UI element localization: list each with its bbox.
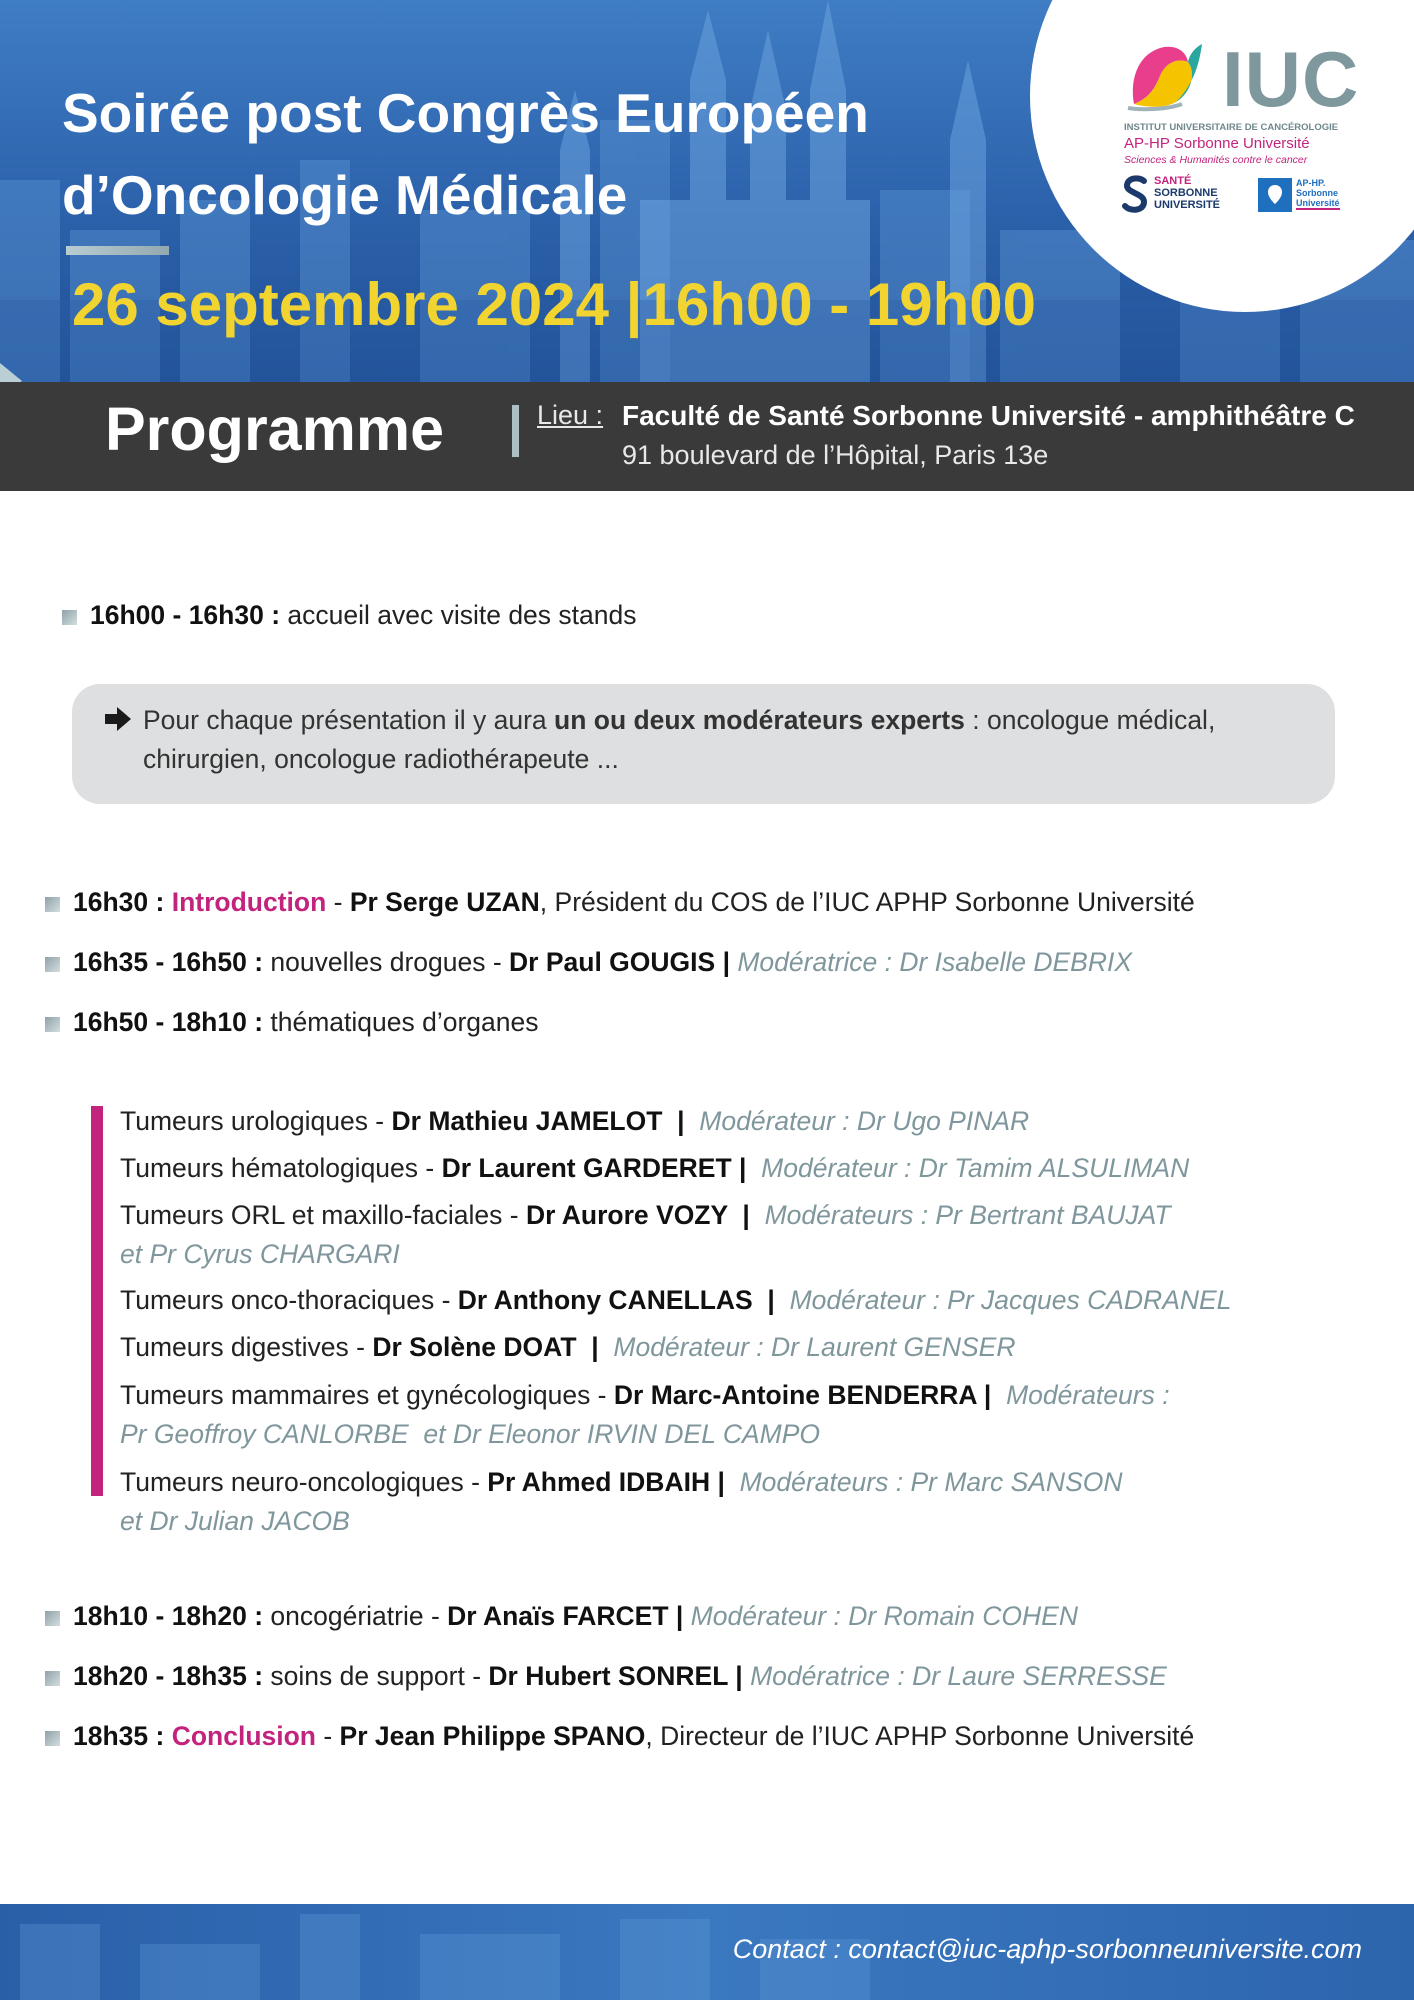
agenda-item-soins-support: 18h20 - 18h35 : soins de support - Dr Hubert SONREL | Modératrice : Dr Laure SERRESSE [73, 1661, 1167, 1691]
agenda-item-accueil: 16h00 - 16h30 : accueil avec visite des stands [90, 600, 637, 630]
agenda-item-oncogeriatrie: 18h10 - 18h20 : oncogériatrie - Dr Anaïs FARCET | Modérateur : Dr Romain COHEN [73, 1601, 1078, 1631]
bullet-square-icon [45, 1671, 60, 1686]
logo-tagline: Sciences & Humanités contre le cancer [1124, 154, 1308, 166]
aphp-small-2: Sorbonne [1296, 188, 1338, 198]
organ-session-onco-thoraciques: Tumeurs onco-thoraciques - Dr Anthony CANELLAS | Modérateur : Pr Jacques CADRANEL [120, 1285, 1232, 1315]
iuc-wordmark: IUC [1222, 35, 1360, 123]
organ-session-urologiques: Tumeurs urologiques - Dr Mathieu JAMELOT | Modérateur : Dr Ugo PINAR [120, 1106, 1030, 1136]
organ-session-digestives: Tumeurs digestives - Dr Solène DOAT | Modérateur : Dr Laurent GENSER [120, 1332, 1016, 1362]
sante-word: SANTÉ [1154, 175, 1192, 187]
bullet-square-icon [45, 957, 60, 972]
aphp-shield-icon [1258, 178, 1292, 212]
sante-sorbonne-logo [1122, 173, 1232, 215]
agenda-item-thematiques-organes: 16h50 - 18h10 : thématiques d’organes [73, 1007, 539, 1037]
agenda-item-conclusion: 18h35 : Conclusion - Pr Jean Philippe SPANO, Directeur de l’IUC APHP Sorbonne Université [73, 1721, 1195, 1751]
bullet-square-icon [45, 1017, 60, 1032]
sorbonne-s-icon [1122, 175, 1150, 213]
aphp-small-3: Université [1296, 198, 1340, 208]
bullet-square-icon [45, 1731, 60, 1746]
title-underline [66, 246, 169, 255]
bullet-square-icon [45, 897, 60, 912]
lieu-label: Lieu : [537, 400, 604, 430]
title-line-1: Soirée post Congrès Européen [62, 82, 869, 144]
organ-session-mammaires: Tumeurs mammaires et gynécologiques - Dr Marc-Antoine BENDERRA | Modérateurs : Pr Geoffroy CANLORBE et Dr Eleonor IRVIN DEL CAMPO [120, 1380, 1170, 1449]
iuc-emblem-icon [1126, 42, 1204, 112]
arrow-right-icon [103, 706, 133, 732]
iuc-logo [1122, 35, 1360, 218]
universite-word: UNIVERSITÉ [1154, 199, 1221, 211]
bullet-square-icon [62, 610, 77, 625]
moderators-note-text: Pour chaque présentation il y aura un ou deux modérateurs experts : oncologue médical, chirurgien, oncologue radiothérapeute ... [143, 705, 1216, 774]
aphp-sorbonne-logo [1258, 178, 1348, 214]
organ-sessions-accent-bar [91, 1106, 103, 1496]
agenda-item-introduction: 16h30 : Introduction - Pr Serge UZAN, Président du COS de l’IUC APHP Sorbonne Université [73, 887, 1195, 917]
event-title [62, 72, 962, 236]
organ-session-orl: Tumeurs ORL et maxillo-faciales - Dr Aurore VOZY | Modérateurs : Pr Bertrant BAUJAT et Pr Cyrus CHARGARI [120, 1200, 1171, 1269]
aphp-name: AP-HP Sorbonne Université [1124, 135, 1310, 152]
agenda-item-nouvelles-drogues: 16h35 - 16h50 : nouvelles drogues - Dr Paul GOUGIS | Modératrice : Dr Isabelle DEBRIX [73, 947, 1133, 977]
bullet-square-icon [45, 1611, 60, 1626]
sorbonne-word: SORBONNE [1154, 187, 1218, 199]
title-line-2: d’Oncologie Médicale [62, 164, 628, 226]
organ-session-hematologiques: Tumeurs hématologiques - Dr Laurent GARDERET | Modérateur : Dr Tamim ALSULIMAN [120, 1153, 1190, 1183]
programme-title: Programme [105, 395, 445, 463]
aphp-small-1: AP-HP. [1296, 178, 1326, 188]
organ-session-neuro-oncologiques: Tumeurs neuro-oncologiques - Pr Ahmed IDBAIH | Modérateurs : Pr Marc SANSON et Dr Julian JACOB [120, 1467, 1123, 1536]
vertical-divider [512, 405, 519, 457]
venue-name: Faculté de Santé Sorbonne Université - amphithéâtre C [622, 400, 1355, 431]
contact-email[interactable]: Contact : contact@iuc-aphp-sorbonneuniversite.com [732, 1934, 1362, 1964]
institute-name: INSTITUT UNIVERSITAIRE DE CANCÉROLOGIE [1124, 122, 1339, 133]
venue-address: 91 boulevard de l’Hôpital, Paris 13e [622, 440, 1049, 470]
event-date-time: 26 septembre 2024 |16h00 - 19h00 [72, 271, 1037, 338]
